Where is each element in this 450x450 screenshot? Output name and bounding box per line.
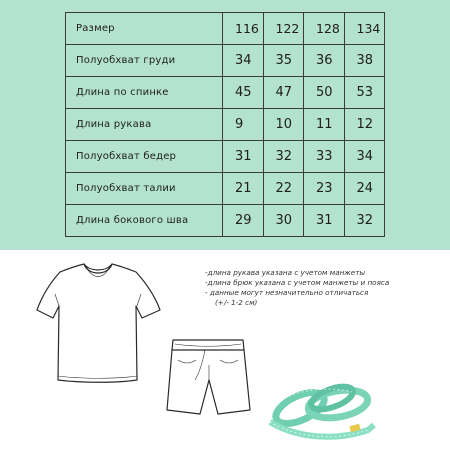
row-label: Длина бокового шва	[66, 205, 223, 237]
cell-value: 30	[263, 205, 304, 237]
table-row	[66, 45, 385, 77]
cell-value: 23	[304, 173, 345, 205]
table-row	[66, 173, 385, 205]
cell-value: 32	[344, 205, 385, 237]
t-shirt-sketch	[37, 264, 160, 382]
cell-value: 38	[344, 45, 385, 77]
cell-value: 33	[304, 141, 345, 173]
row-label: Длина по спинке	[66, 77, 223, 109]
cell-value: 32	[263, 141, 304, 173]
cell-value: 22	[263, 173, 304, 205]
cell-value: 31	[304, 205, 345, 237]
note-pants: -длина брюк указана с учетом манжеты и пояса	[205, 278, 390, 287]
cell-value: 10	[263, 109, 304, 141]
shorts-sketch	[167, 340, 250, 414]
table-row	[66, 109, 385, 141]
cell-value: 35	[263, 45, 304, 77]
size-notes	[205, 268, 445, 308]
row-label: Длина рукава	[66, 109, 223, 141]
size-122: 122	[263, 13, 304, 45]
cell-value: 11	[304, 109, 345, 141]
note-variance: - данные могут незначительно отличаться	[205, 288, 369, 297]
note-tolerance: (+/- 1-2 см)	[215, 298, 258, 307]
cell-value: 50	[304, 77, 345, 109]
cell-value: 45	[223, 77, 264, 109]
size-128: 128	[304, 13, 345, 45]
table-row	[66, 141, 385, 173]
cell-value: 21	[223, 173, 264, 205]
cell-value: 31	[223, 141, 264, 173]
row-label: Полуобхват бедер	[66, 141, 223, 173]
cell-value: 53	[344, 77, 385, 109]
header-label: Размер	[66, 13, 223, 45]
table-header-row	[66, 13, 385, 45]
measuring-tape	[270, 382, 374, 437]
table-row	[66, 205, 385, 237]
size-116: 116	[223, 13, 264, 45]
table-row	[66, 77, 385, 109]
row-label: Полуобхват талии	[66, 173, 223, 205]
cell-value: 34	[223, 45, 264, 77]
cell-value: 47	[263, 77, 304, 109]
cell-value: 12	[344, 109, 385, 141]
size-134: 134	[344, 13, 385, 45]
cell-value: 24	[344, 173, 385, 205]
note-sleeve: -длина рукава указана с учетом манжеты	[205, 268, 366, 277]
cell-value: 34	[344, 141, 385, 173]
cell-value: 29	[223, 205, 264, 237]
cell-value: 36	[304, 45, 345, 77]
row-label: Полуобхват груди	[66, 45, 223, 77]
cell-value: 9	[223, 109, 264, 141]
size-table	[65, 12, 385, 237]
